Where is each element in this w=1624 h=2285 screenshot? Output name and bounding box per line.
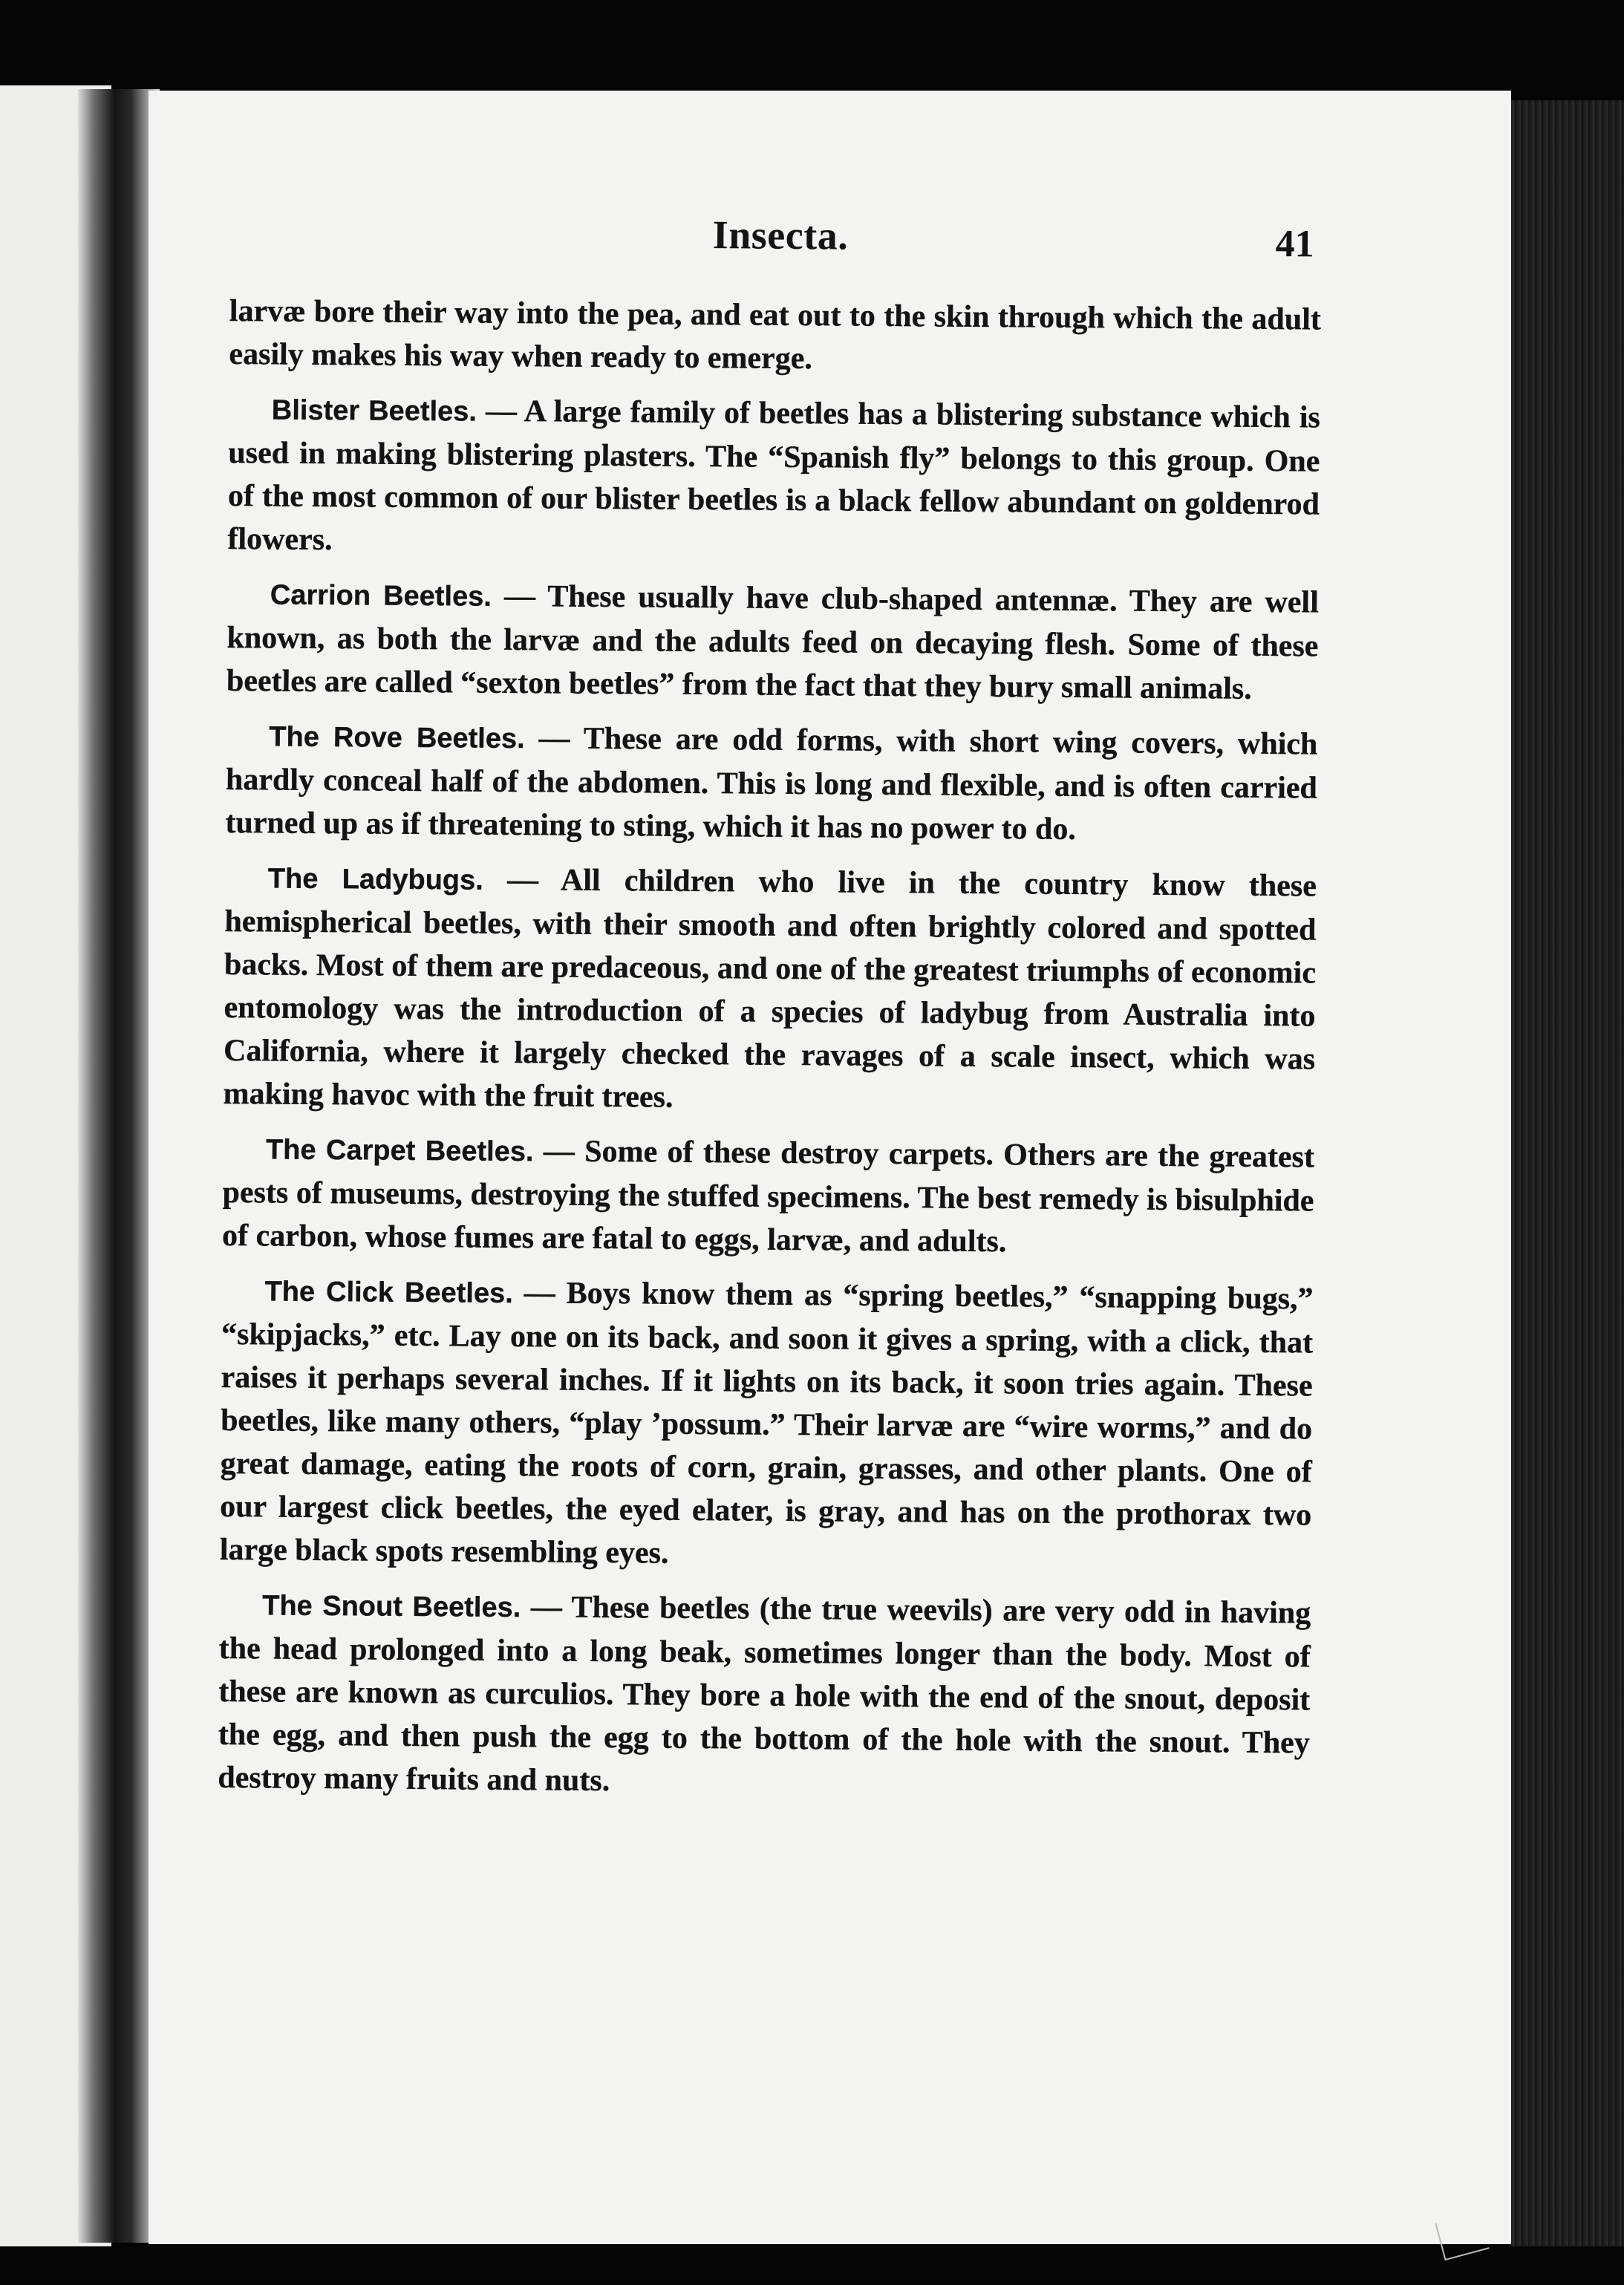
running-head-title: Insecta.: [712, 212, 849, 258]
paragraph-text: — These beetles (the true weevils) are very odd in having the head prolonged into a long beak, sometimes longer than the body. Most of these are known as curculios. They bore a hole with the end of the snout, deposit the egg, and then push the egg to the bottom of the hole with the snout. They destroy many fruits and nuts.: [218, 1590, 1311, 1799]
paragraph-text: — Some of these destroy carpets. Others are the greatest pests of museums, destroying the stuffed specimens. The best remedy is bisulphide of carbon, whose fumes are fatal to eggs, larvæ, and adults.: [221, 1134, 1315, 1259]
page-edge-stack: [1511, 100, 1624, 2246]
page-number: 41: [1275, 223, 1314, 266]
paragraph-blister-beetles: [227, 388, 1320, 570]
paragraph-click-beetles: [220, 1269, 1314, 1580]
paragraph-text: larvæ bore their way into the pea, and eat out to the skin through which the adult easily makes his way when ready to emerge.: [229, 293, 1322, 377]
paragraph-snout-beetles: [218, 1583, 1311, 1808]
paragraph-carrion-beetles: [226, 573, 1319, 711]
paragraph-ladybugs: [223, 856, 1317, 1124]
section-term: The Ladybugs.: [267, 863, 483, 896]
book-gutter: [78, 89, 160, 2243]
paragraph-text: — All children who live in the country know these hemispherical beetles, with their smooth and often brightly colored and spotted backs. Most of them are predaceous, and one of the greatest triumphs of economic entomology was the introduction of a species of ladybug from Australia into California, where it largely checked the ravages of a scale insect, which was making havoc with the fruit trees.: [223, 862, 1317, 1115]
paragraph-continuation: [229, 290, 1321, 385]
section-term: The Carpet Beetles.: [265, 1134, 534, 1168]
running-head: [229, 208, 1322, 299]
paragraph-text: — These are odd forms, with short wing covers, which hardly conceal half of the abdomen. This is long and flexible, and is often carried turned up as if threatening to sting, which it has no power to do.: [225, 721, 1318, 847]
paragraph-rove-beetles: [225, 714, 1317, 853]
paragraph-text: — A large family of beetles has a blistering substance which is used in making blistering plasters. The “Spanish fly” belongs to this group. One of the most common of our blister beetles is a black fellow abundant on goldenrod flowers.: [227, 394, 1321, 558]
section-term: The Snout Beetles.: [262, 1590, 521, 1624]
page-content: [218, 208, 1322, 1819]
section-term: Carrion Beetles.: [270, 579, 492, 613]
paragraph-text: — These usually have club-shaped antennæ. They are well known, as both the larvæ and the adults feed on decaying flesh. Some of these beetles are called “sexton beetles” from the fact that they bury small animals.: [226, 578, 1320, 706]
paragraph-carpet-beetles: [222, 1127, 1314, 1266]
paragraph-text: — Boys know them as “spring beetles,” “snapping bugs,” “skipjacks,” etc. Lay one on its back, and soon it gives a spring, with a click, that raises it perhaps several inches. If it lights on its back, it soon tries again. These beetles, like many others, “play ’possum.” Their larvæ are “wire worms,” and do great damage, eating the roots of corn, grain, grasses, and other plants. One of our largest click beetles, the eyed elater, is gray, and has on the prothorax two large black spots resembling eyes.: [219, 1276, 1314, 1571]
section-term: The Rove Beetles.: [269, 721, 525, 755]
section-term: The Click Beetles.: [264, 1276, 513, 1310]
section-term: Blister Beetles.: [271, 394, 477, 428]
